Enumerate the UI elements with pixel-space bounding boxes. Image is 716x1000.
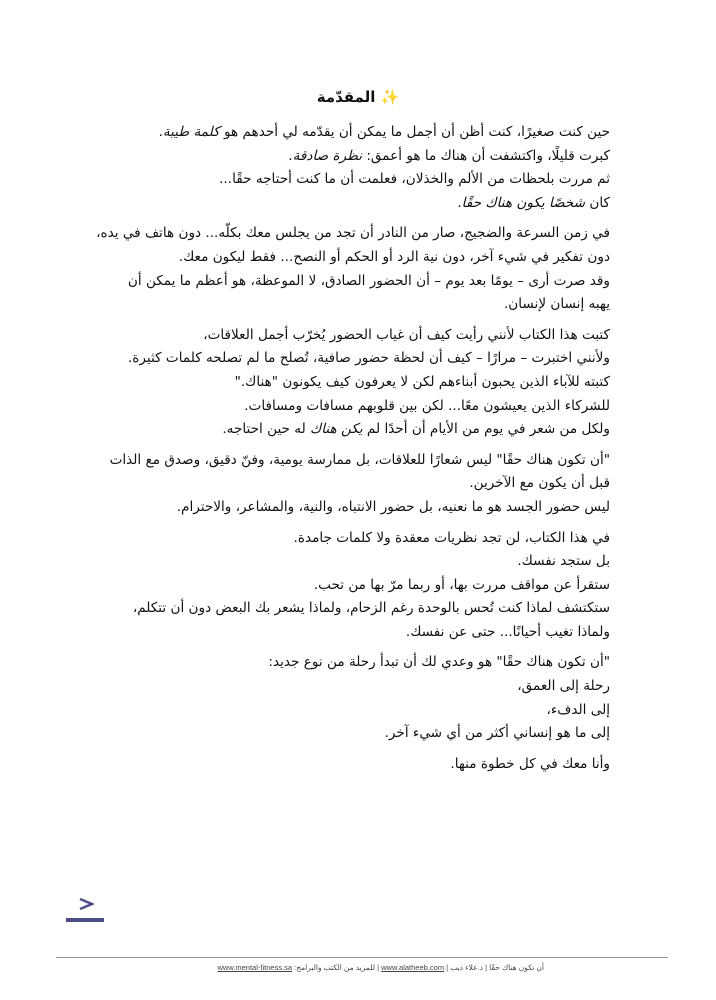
- footer-separator: |: [446, 963, 449, 972]
- text-line: [96, 222, 610, 246]
- text-line: [104, 722, 610, 746]
- paragraph: [104, 324, 610, 442]
- paragraph: [104, 527, 610, 645]
- page-title-text: المقدّمة: [316, 88, 376, 106]
- text-segment: وقد صرت أرى – يومًا بعد يوم – أن الحضور الصادق، لا الموعظة، هو أعظم ما يمكن أن يهبه إنسان لإنسان.: [127, 272, 610, 313]
- text-line: [104, 550, 610, 574]
- text-segment: إلى الدفء،: [546, 701, 610, 718]
- text-segment: إلى ما هو إنساني أكثر من أي شيء آخر.: [384, 725, 610, 742]
- emphasis-text: يكن هناك: [310, 421, 363, 438]
- footer-separator: |: [485, 963, 488, 972]
- text-line: [104, 621, 610, 645]
- text-segment: في هذا الكتاب، لن تجد نظريات معقدة ولا كلمات جامدة.: [293, 529, 610, 546]
- text-line: [104, 675, 610, 699]
- text-segment: في زمن السرعة والضجيج، صار من النادر أن تجد من يجلس معك بكلّه... دون هاتف في يده،: [96, 225, 610, 242]
- emphasis-text: كلمة طيبة: [162, 124, 220, 140]
- text-line: [104, 347, 610, 371]
- emphasis-text: نظرة صادقة: [292, 147, 363, 164]
- footer-book-title: أن تكون هناك حقًا: [489, 963, 544, 972]
- text-segment: .: [158, 124, 163, 140]
- text-segment: ليس حضور الجسد هو ما نعنيه، بل حضور الانتباه، والنية، والمشاعر، والاحترام.: [176, 498, 610, 515]
- footer-divider: [56, 957, 668, 958]
- text-segment: دون تفكير في شيء آخر، دون نية الرد أو الحكم أو النصح... فقط ليكون معك.: [178, 248, 610, 265]
- text-segment: ستكتشف لماذا كنت تُحس بالوحدة رغم الزحام، ولماذا يشعر بك البعض دون أن تتكلم،: [132, 600, 610, 617]
- text-segment: رحلة إلى العمق،: [517, 678, 610, 695]
- text-line: [104, 145, 610, 169]
- text-line: [104, 121, 610, 145]
- text-segment: كتبته للآباء الذين يحبون أبناءهم لكن لا يعرفون كيف يكونون "هناك.": [234, 373, 610, 390]
- text-segment: حين كنت صغيرًا، كنت أظن أن أجمل ما يمكن أن يقدّمه لي أحدهم هو: [219, 124, 610, 140]
- chevron-right-icon: [78, 896, 94, 912]
- text-line: [104, 324, 610, 348]
- sparkles-icon: ✨: [380, 88, 400, 106]
- text-line: [104, 699, 610, 723]
- accent-bar: [66, 918, 104, 922]
- text-segment: "أن تكون هناك حقًا" ليس شعارًا للعلاقات، بل ممارسة يومية، وفنّ دقيق، وصدق مع الذات قبل أن يكون مع الآخرين.: [109, 451, 610, 492]
- text-segment: .: [457, 194, 462, 211]
- text-segment: بل ستجد نفسك.: [517, 553, 610, 570]
- text-line: [104, 527, 610, 551]
- text-line: [104, 168, 610, 192]
- text-segment: كتبت هذا الكتاب لأنني رأيت كيف أن غياب الحضور يُخرّب أجمل العلاقات،: [203, 326, 610, 343]
- text-line: [104, 246, 610, 270]
- text-line: [104, 651, 610, 675]
- paragraph: [104, 753, 610, 777]
- text-segment: كان: [585, 194, 610, 211]
- text-line: [104, 597, 610, 621]
- text-segment: للشركاء الذين يعيشون معًا... لكن بين قلوبهم مسافات ومسافات.: [244, 397, 610, 414]
- page-title: [0, 88, 716, 106]
- text-line: [104, 753, 610, 777]
- text-line: [104, 418, 610, 442]
- text-segment: له حين احتاجه.: [222, 421, 311, 438]
- text-segment: ستقرأ عن مواقف مررت بها، أو ربما مرّ بها من تحب.: [313, 576, 610, 593]
- text-segment: ولماذا تغيب أحيانًا... حتى عن نفسك.: [405, 623, 610, 640]
- text-segment: ثم مررت بلحظات من الألم والخذلان، فعلمت أن ما كنت أحتاجه حقًا...: [219, 171, 610, 188]
- footer-link-mental-fitness[interactable]: www.mental-fitness.sa: [217, 963, 293, 972]
- paragraph: [104, 121, 610, 215]
- text-line: [104, 192, 610, 216]
- text-line: [104, 270, 610, 317]
- text-line: [104, 496, 610, 520]
- footer: [56, 963, 544, 972]
- text-line: [104, 574, 610, 598]
- footer-link-alatheeb[interactable]: www.alatheeb.com: [381, 963, 445, 972]
- emphasis-text: شخصًا يكون هناك حقًا: [461, 194, 586, 211]
- footer-more-label: للمزيد من الكتب والبرامج:: [294, 963, 375, 972]
- paragraph: [96, 222, 610, 316]
- text-segment: "أن تكون هناك حقًا" هو وعدي لك أن تبدأ رحلة من نوع جديد:: [268, 654, 610, 671]
- footer-author: د.علاء ذيب: [450, 963, 483, 972]
- paragraph: [104, 449, 610, 520]
- text-segment: ولأنني اختبرت – مرارًا – كيف أن لحظة حضور صافية، تُصلح ما لم تصلحه كلمات كثيرة.: [127, 350, 610, 367]
- text-line: [104, 395, 610, 419]
- text-segment: كبرت قليلًا، واكتشفت أن هناك ما هو أعمق:: [362, 147, 610, 164]
- text-line: [104, 371, 610, 395]
- footer-separator: |: [377, 963, 380, 972]
- text-segment: ولكل من شعر في يوم من الأيام أن أحدًا لم: [362, 421, 610, 438]
- text-segment: .: [288, 147, 293, 164]
- text-segment: وأنا معك في كل خطوة منها.: [450, 755, 610, 772]
- body-text: [96, 121, 610, 783]
- text-line: [104, 449, 610, 496]
- paragraph: [104, 651, 610, 745]
